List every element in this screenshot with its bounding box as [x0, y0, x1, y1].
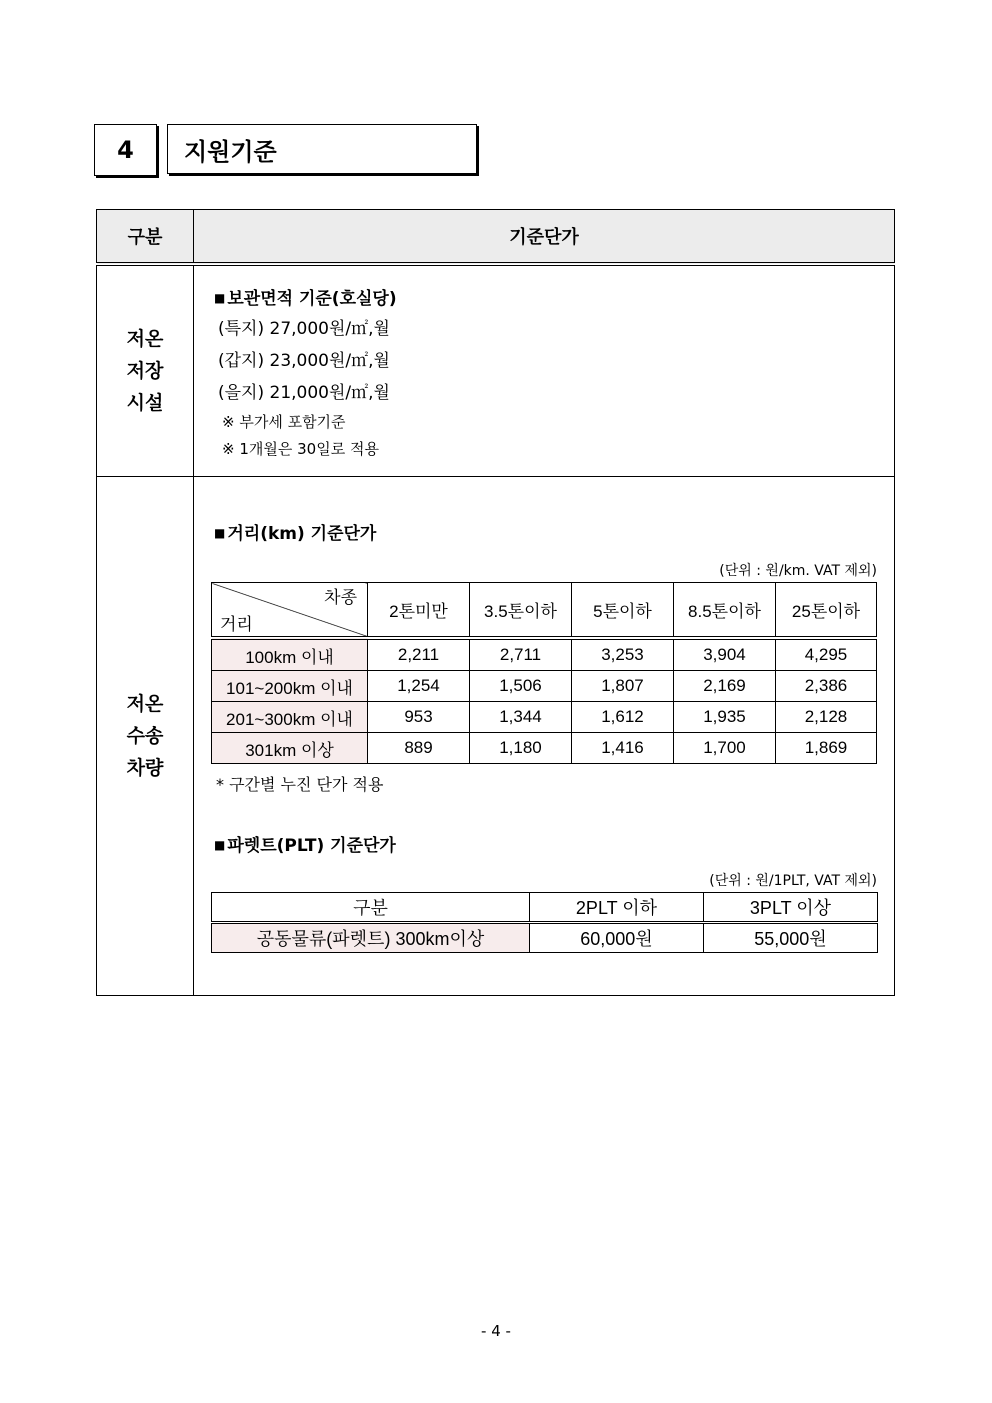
price-cell: 1,344 — [470, 702, 572, 733]
table-row — [212, 923, 878, 953]
price-cell: 60,000원 — [530, 923, 704, 953]
price-cell: 1,416 — [572, 733, 674, 764]
pallet-unit: (단위 : 원/1PLT, VAT 제외) — [709, 873, 877, 889]
price-cell: 1,506 — [470, 671, 572, 702]
price-cell: 1,254 — [368, 671, 470, 702]
vehicle-column-header: 25톤이하 — [776, 583, 877, 639]
price-cell: 3,253 — [572, 638, 674, 671]
square-bullet-icon: ■ — [214, 291, 226, 305]
price-cell: 4,295 — [776, 638, 877, 671]
vehicle-column-header: 5톤이하 — [572, 583, 674, 639]
distance-footnote: * 구간별 누진 단가 적용 — [216, 775, 384, 794]
vehicle-column-header: 2톤미만 — [368, 583, 470, 639]
header-standard-price: 기준단가 — [194, 210, 895, 265]
price-cell: 3,904 — [674, 638, 776, 671]
transport-category-line: 수송 — [126, 725, 164, 747]
pallet-heading: ■ 파렛트(PLT) 기준단가 — [214, 836, 396, 856]
header-category: 구분 — [97, 210, 194, 265]
support-criteria-table — [96, 209, 895, 996]
storage-rate: (특지) 27,000원/㎡,월 — [218, 319, 390, 339]
pallet-column-header: 구분 — [212, 893, 530, 923]
price-cell: 1,807 — [572, 671, 674, 702]
page-number: - 4 - — [481, 1322, 511, 1340]
pallet-table-header — [212, 893, 878, 923]
pallet-row-label: 공동물류(파렛트) 300km이상 — [212, 923, 530, 953]
storage-category — [97, 264, 194, 477]
price-cell: 953 — [368, 702, 470, 733]
transport-category-line: 차량 — [126, 757, 164, 779]
transport-category-line: 저온 — [126, 693, 164, 715]
transport-row — [97, 477, 895, 996]
storage-note: ※ 부가세 포함기준 — [222, 413, 346, 431]
distance-heading: ■ 거리(km) 기준단가 — [214, 524, 377, 544]
price-cell: 2,211 — [368, 638, 470, 671]
price-cell: 2,386 — [776, 671, 877, 702]
price-cell: 1,180 — [470, 733, 572, 764]
price-cell: 2,711 — [470, 638, 572, 671]
pallet-column-header: 2PLT 이하 — [530, 893, 704, 923]
storage-heading: ■ 보관면적 기준(호실당) — [214, 289, 397, 309]
distance-label: 거리 — [220, 615, 253, 634]
table-row — [212, 733, 877, 764]
price-cell: 1,700 — [674, 733, 776, 764]
storage-rate: (갑지) 23,000원/㎡,월 — [218, 351, 390, 371]
transport-category — [97, 477, 194, 996]
storage-category-line: 저장 — [126, 360, 164, 382]
storage-content — [194, 264, 895, 477]
vehicle-type-label: 차종 — [324, 588, 357, 607]
storage-rate: (을지) 21,000원/㎡,월 — [218, 383, 390, 403]
table-row — [212, 671, 877, 702]
price-cell: 1,935 — [674, 702, 776, 733]
storage-note: ※ 1개월은 30일로 적용 — [222, 440, 379, 458]
price-cell: 55,000원 — [704, 923, 878, 953]
square-bullet-icon: ■ — [214, 526, 226, 540]
price-cell: 2,128 — [776, 702, 877, 733]
table-row — [212, 638, 877, 671]
distance-row-label: 100km 이내 — [212, 638, 368, 671]
vehicle-column-header: 8.5톤이하 — [674, 583, 776, 639]
section-title: 지원기준 — [167, 124, 477, 174]
table-row — [212, 702, 877, 733]
pallet-column-header: 3PLT 이상 — [704, 893, 878, 923]
price-cell: 1,612 — [572, 702, 674, 733]
table-header-row — [97, 210, 895, 265]
storage-category-line: 저온 — [126, 328, 164, 350]
distance-row-label: 301km 이상 — [212, 733, 368, 764]
square-bullet-icon: ■ — [214, 838, 226, 852]
distance-unit: (단위 : 원/km. VAT 제외) — [719, 563, 877, 579]
vehicle-column-header: 3.5톤이하 — [470, 583, 572, 639]
distance-row-label: 101~200km 이내 — [212, 671, 368, 702]
storage-category-line: 시설 — [126, 392, 164, 414]
distance-price-table — [211, 582, 877, 764]
diagonal-header-cell — [212, 583, 368, 639]
price-cell: 2,169 — [674, 671, 776, 702]
price-cell: 1,869 — [776, 733, 877, 764]
section-number: 4 — [94, 124, 157, 176]
transport-content — [194, 477, 895, 996]
distance-row-label: 201~300km 이내 — [212, 702, 368, 733]
price-cell: 889 — [368, 733, 470, 764]
distance-table-header — [212, 583, 877, 639]
storage-row — [97, 264, 895, 477]
pallet-price-table — [211, 892, 878, 953]
